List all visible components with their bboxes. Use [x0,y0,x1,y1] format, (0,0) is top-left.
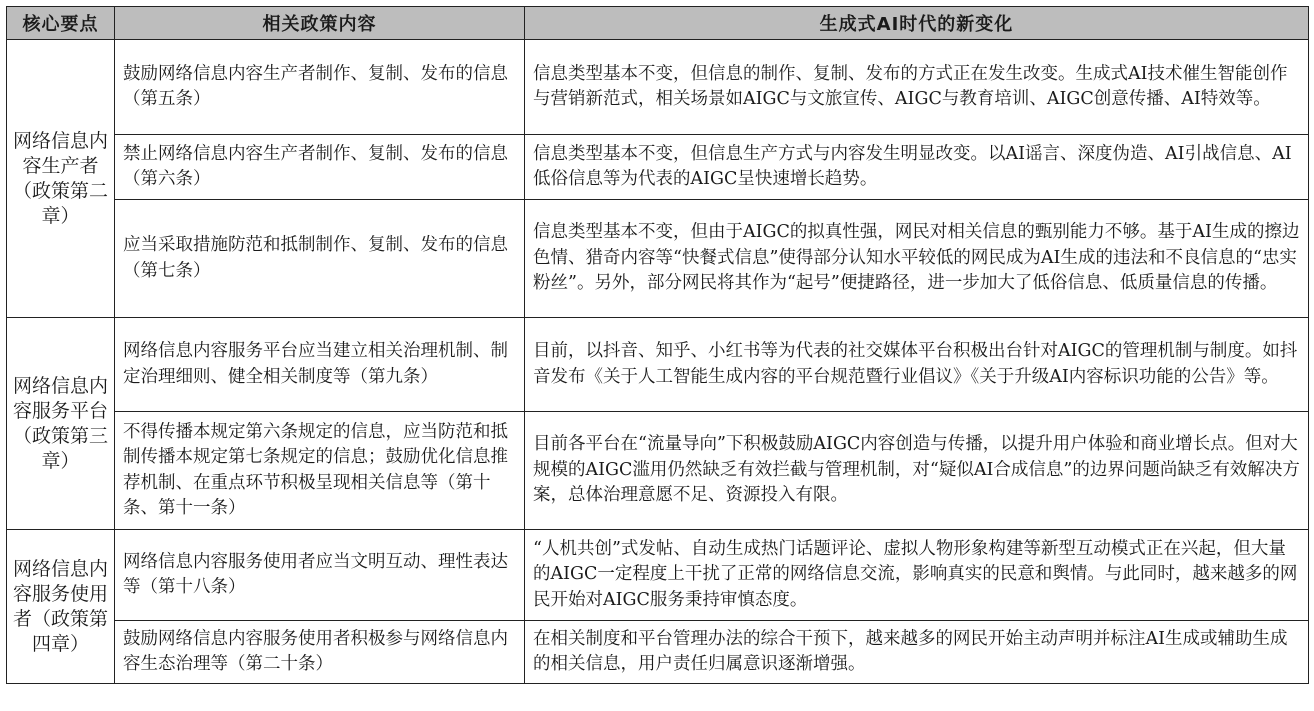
change-cell: 信息类型基本不变，但由于AIGC的拟真性强，网民对相关信息的甄别能力不够。基于AI生成的擦边色情、猎奇内容等“快餐式信息”使得部分认知水平较低的网民成为AI生成的违法和不良信息的“忠实粉丝”。另外，部分网民将其作为“起号”便捷路径，进一步加大了低俗信息、低质量信息的传播。 [525,200,1309,318]
group-key-platforms: 网络信息内容服务平台（政策第三章） [7,318,115,530]
policy-table-container [6,6,1308,684]
change-cell: 信息类型基本不变，但信息的制作、复制、发布的方式正在发生改变。生成式AI技术催生智能创作与营销新范式，相关场景如AIGC与文旅宣传、AIGC与教育培训、AIGC创意传播、AI特效等。 [525,40,1309,135]
table-header-row [7,7,1309,40]
table-row [7,318,1309,412]
policy-cell: 鼓励网络信息内容生产者制作、复制、发布的信息（第五条） [115,40,525,135]
header-policy-content: 相关政策内容 [115,7,525,40]
policy-cell: 网络信息内容服务使用者应当文明互动、理性表达等（第十八条） [115,530,525,621]
policy-cell: 网络信息内容服务平台应当建立相关治理机制、制定治理细则、健全相关制度等（第九条） [115,318,525,412]
policy-cell: 禁止网络信息内容生产者制作、复制、发布的信息（第六条） [115,135,525,200]
table-row [7,621,1309,684]
table-row [7,40,1309,135]
header-key-points: 核心要点 [7,7,115,40]
header-new-changes: 生成式AI时代的新变化 [525,7,1309,40]
change-cell: 目前，以抖音、知乎、小红书等为代表的社交媒体平台积极出台针对AIGC的管理机制与制度。如抖音发布《关于人工智能生成内容的平台规范暨行业倡议》《关于升级AI内容标识功能的公告》等。 [525,318,1309,412]
group-key-producers: 网络信息内容生产者（政策第二章） [7,40,115,318]
change-cell: 目前各平台在“流量导向”下积极鼓励AIGC内容创造与传播，以提升用户体验和商业增长点。但对大规模的AIGC滥用仍然缺乏有效拦截与管理机制，对“疑似AI合成信息”的边界问题尚缺乏有效解决方案，总体治理意愿不足、资源投入有限。 [525,412,1309,530]
policy-cell: 不得传播本规定第六条规定的信息，应当防范和抵制传播本规定第七条规定的信息；鼓励优化信息推荐机制、在重点环节积极呈现相关信息等（第十条、第十一条） [115,412,525,530]
change-cell: 在相关制度和平台管理办法的综合干预下，越来越多的网民开始主动声明并标注AI生成或辅助生成的相关信息，用户责任归属意识逐渐增强。 [525,621,1309,684]
table-row [7,412,1309,530]
policy-comparison-table [6,6,1309,684]
group-key-users: 网络信息内容服务使用者（政策第四章） [7,530,115,684]
change-cell: 信息类型基本不变，但信息生产方式与内容发生明显改变。以AI谣言、深度伪造、AI引战信息、AI低俗信息等为代表的AIGC呈快速增长趋势。 [525,135,1309,200]
table-row [7,200,1309,318]
table-row [7,135,1309,200]
policy-cell: 鼓励网络信息内容服务使用者积极参与网络信息内容生态治理等（第二十条） [115,621,525,684]
table-row [7,530,1309,621]
policy-cell: 应当采取措施防范和抵制制作、复制、发布的信息（第七条） [115,200,525,318]
change-cell: “人机共创”式发帖、自动生成热门话题评论、虚拟人物形象构建等新型互动模式正在兴起，但大量的AIGC一定程度上干扰了正常的网络信息交流，影响真实的民意和舆情。与此同时，越来越多的网民开始对AIGC服务秉持审慎态度。 [525,530,1309,621]
